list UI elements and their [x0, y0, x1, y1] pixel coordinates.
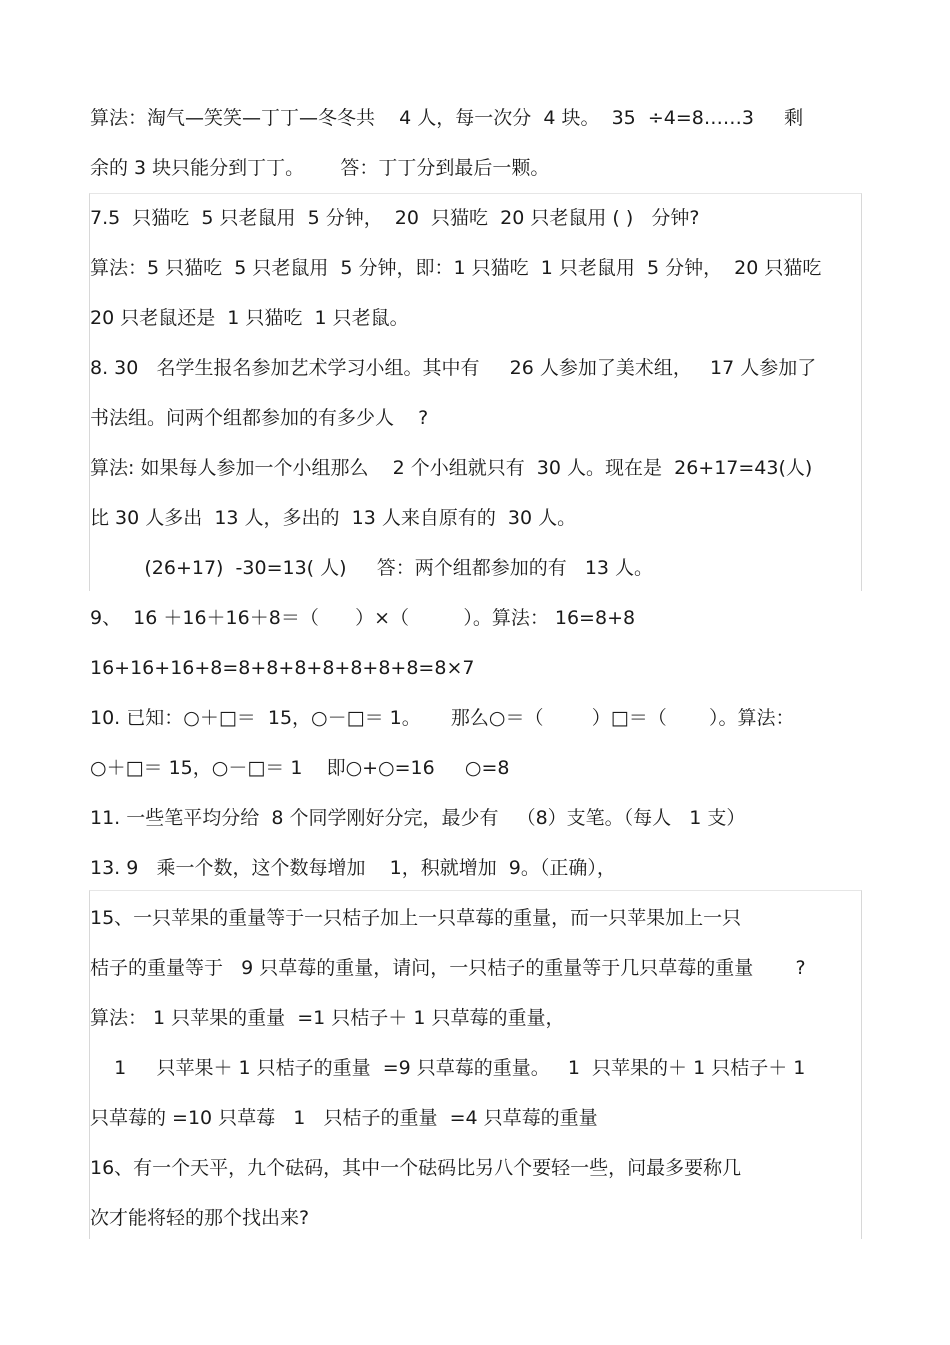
text-line-3: 7.5 只猫吃 5 只老鼠用 5 分钟， 20 只猫吃 20 只老鼠用 ( ) 分钟?	[90, 207, 700, 229]
text-line-19: 算法： 1 只苹果的重量 =1 只桔子＋ 1 只草莓的重量，	[90, 1007, 565, 1029]
text-line-18: 桔子的重量等于 9 只草莓的重量，请问，一只桔子的重量等于几只草莓的重量 ?	[90, 957, 806, 979]
text-line-4: 算法：5 只猫吃 5 只老鼠用 5 分钟，即：1 只猫吃 1 只老鼠用 5 分钟， 20 只猫吃	[90, 257, 822, 279]
text-line-12: 16+16+16+8=8+8+8+8+8+8+8=8×7	[90, 657, 475, 679]
text-line-22: 16、有一个天平，九个砝码，其中一个砝码比另八个要轻一些，问最多要称几	[90, 1157, 742, 1179]
text-line-5: 20 只老鼠还是 1 只猫吃 1 只老鼠。	[90, 307, 409, 329]
frame-box-1	[89, 193, 862, 591]
text-line-7: 书法组。问两个组都参加的有多少人 ?	[90, 407, 429, 429]
text-line-6: 8. 30 名学生报名参加艺术学习小组。其中有 26 人参加了美术组， 17 人参加了	[90, 357, 817, 379]
text-line-8: 算法: 如果每人参加一个小组那么 2 个小组就只有 30 人。现在是 26+17=43(人)	[90, 457, 813, 479]
text-line-2: 余的 3 块只能分到丁丁。 答：丁丁分到最后一颗。	[90, 157, 550, 179]
text-line-15: 11. 一些笔平均分给 8 个同学刚好分完，最少有 （8）支笔。（每人 1 支）	[90, 807, 746, 829]
text-line-20: 1 只苹果＋ 1 只桔子的重量 =9 只草莓的重量。 1 只苹果的＋ 1 只桔子＋ 1	[90, 1057, 806, 1079]
text-line-21: 只草莓的 =10 只草莓 1 只桔子的重量 =4 只草莓的重量	[90, 1107, 598, 1129]
text-line-14: ○＋□＝ 15，○－□＝ 1 即○+○=16 ○=8	[90, 757, 510, 779]
text-line-17: 15、一只苹果的重量等于一只桔子加上一只草莓的重量，而一只苹果加上一只	[90, 907, 742, 929]
text-line-9: 比 30 人多出 13 人，多出的 13 人来自原有的 30 人。	[90, 507, 577, 529]
text-line-11: 9、 16 ＋16＋16＋8＝（ ）×（ ）。算法： 16=8+8	[90, 607, 636, 629]
text-line-1: 算法：淘气—笑笑—丁丁—冬冬共 4 人，每一次分 4 块。 35 ÷4=8……3 剩	[90, 107, 804, 129]
text-line-16: 13. 9 乘一个数，这个数每增加 1，积就增加 9。（正确），	[90, 857, 616, 879]
text-line-23: 次才能将轻的那个找出来?	[90, 1207, 310, 1229]
text-line-13: 10. 已知：○＋□＝ 15，○－□＝ 1。 那么○＝（ ）□＝（ ）。算法：	[90, 707, 795, 729]
text-line-10: (26+17) -30=13( 人) 答：两个组都参加的有 13 人。	[90, 557, 654, 579]
